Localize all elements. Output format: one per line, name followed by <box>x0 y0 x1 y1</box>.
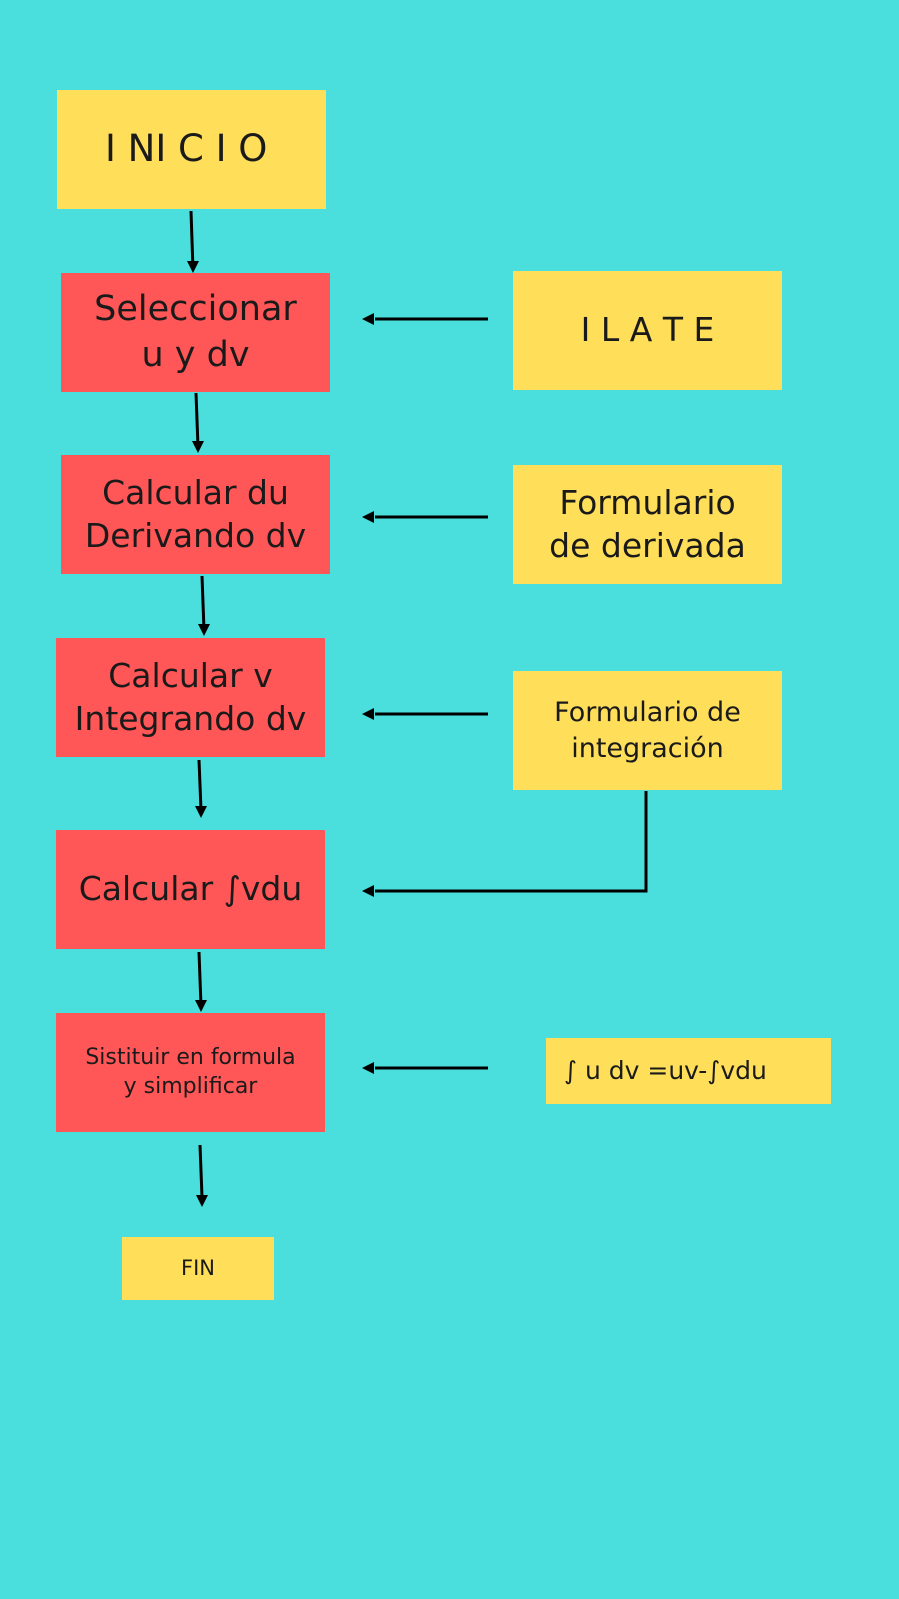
arrow-calcular-du-to-calcular-v <box>202 576 204 630</box>
arrowhead-1 <box>187 261 199 273</box>
formulario-integracion-label: Formulario de integración <box>554 697 741 764</box>
formulario-integracion-box <box>513 671 782 790</box>
arrow-seleccionar-to-calcular-du <box>196 393 198 447</box>
arrowhead-9 <box>362 708 374 720</box>
arrow-calcular-v-to-calcular-vdu <box>199 760 201 810</box>
arrowhead-7 <box>362 313 374 325</box>
calcular-v-box <box>56 638 325 757</box>
arrowhead-3 <box>198 624 210 636</box>
sustituir-label: Sistituir en formula y simplificar <box>85 1044 296 1099</box>
calcular-vdu-label: Calcular ∫vdu <box>78 869 303 909</box>
fin-box <box>122 1237 274 1300</box>
arrow-calcular-vdu-to-sustituir <box>199 952 201 1006</box>
calcular-vdu-box <box>56 830 325 949</box>
formulario-derivada-box <box>513 465 782 584</box>
arrowhead-11 <box>362 1062 374 1074</box>
fin-label: FIN <box>181 1255 215 1280</box>
arrowhead-2 <box>192 441 204 453</box>
arrowhead-5 <box>195 1000 207 1012</box>
connector-formulario-integracion-to-calcular-vdu <box>375 791 646 891</box>
arrowhead-6 <box>196 1195 208 1207</box>
ilate-label: I L A T E <box>580 310 715 350</box>
calcular-v-label: Calcular v Integrando dv <box>74 655 307 738</box>
formulario-derivada-label: Formulario de derivada <box>549 482 746 565</box>
seleccionar-box <box>61 273 330 392</box>
formula-label: ∫ u dv =uv-∫vdu <box>564 1055 767 1085</box>
seleccionar-label: Seleccionar u y dv <box>94 289 297 375</box>
arrowhead-10 <box>362 885 374 897</box>
formula-box <box>546 1038 831 1104</box>
sustituir-box <box>56 1013 325 1132</box>
ilate-box <box>513 271 782 390</box>
arrowhead-4 <box>195 806 207 818</box>
arrow-sustituir-to-fin <box>200 1145 202 1197</box>
inicio-box <box>57 90 326 209</box>
inicio-label: I NI C I O <box>105 127 268 171</box>
arrowhead-8 <box>362 511 374 523</box>
calcular-du-box <box>61 455 330 574</box>
calcular-du-label: Calcular du Derivando dv <box>84 472 307 555</box>
arrow-inicio-to-seleccionar <box>191 211 193 270</box>
